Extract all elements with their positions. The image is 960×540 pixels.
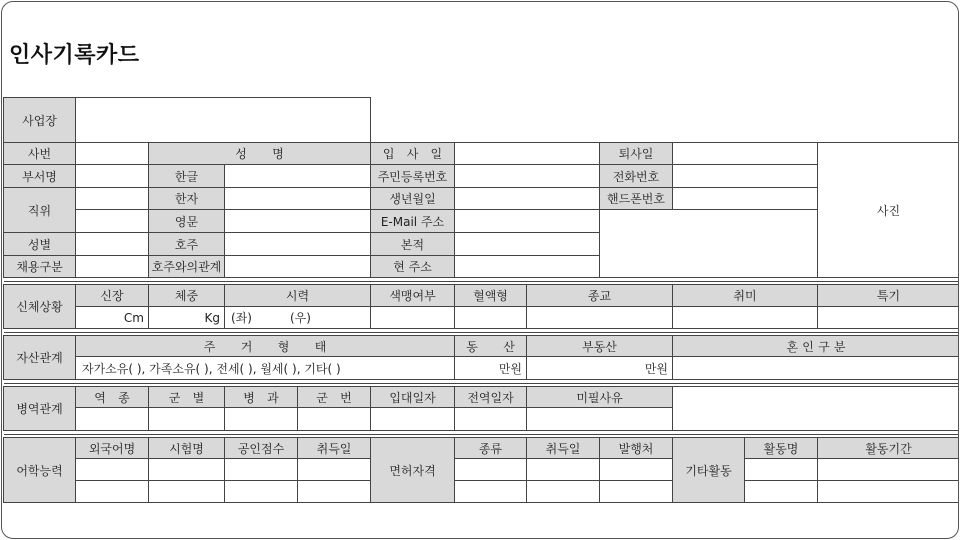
address-label: 현 주소 [370,255,455,278]
license-date-field[interactable] [526,458,600,481]
movable-header: 동 산 [454,335,527,357]
body-header-skill: 특기 [817,284,959,307]
body-header-height: 신장 [75,284,149,307]
license-label: 면허자격 [370,437,455,503]
military-discharge-field[interactable] [454,407,527,431]
hanja-name-label: 한자 [148,187,225,210]
language-score-field[interactable] [224,458,298,481]
military-header-type: 역 종 [75,386,149,408]
military-number-field[interactable] [297,407,371,431]
language-header-date: 취득일 [297,437,371,459]
license-header-issuer: 발행처 [599,437,673,459]
gender-label: 성별 [3,232,76,256]
position-field-2[interactable] [75,209,149,233]
body-header-religion: 종교 [526,284,673,307]
activity-period-field[interactable] [817,458,959,481]
hanja-name-field[interactable] [224,187,371,210]
birth-label: 생년월일 [370,187,455,210]
activity-name-field[interactable] [744,480,818,503]
military-enlist-field[interactable] [370,407,455,431]
language-label: 어학능력 [3,437,76,503]
height-field[interactable]: Cm [75,306,149,329]
dept-field[interactable] [75,164,149,188]
military-header-specialty: 병 과 [224,386,298,408]
body-header-blood: 혈액형 [454,284,527,307]
license-header-date: 취득일 [526,437,600,459]
language-date-field[interactable] [297,480,371,503]
assets-label: 자산관계 [3,335,76,380]
residence-options[interactable]: 자가소유( ), 가족소유( ), 전세( ), 월세( ), 기타( ) [75,356,455,380]
language-test-field[interactable] [148,480,225,503]
email-field[interactable] [454,209,600,233]
military-header-exemption: 미필사유 [526,386,673,408]
householder-field[interactable] [224,232,371,256]
religion-field[interactable] [526,306,673,329]
householder-label: 호주 [148,232,225,256]
resident-no-label: 주민등록번호 [370,164,455,188]
section-divider [4,383,959,384]
emp-no-label: 사번 [3,142,76,165]
military-type-field[interactable] [75,407,149,431]
birth-field[interactable] [454,187,600,210]
military-header-discharge: 전역일자 [454,386,527,408]
real-estate-field[interactable]: 만원 [526,356,673,380]
mobile-field[interactable] [672,187,818,210]
workplace-field[interactable] [75,97,371,143]
license-type-field[interactable] [454,480,527,503]
emp-no-field[interactable] [75,142,149,165]
vision-left: (좌) [231,311,252,325]
language-name-field[interactable] [75,458,149,481]
korean-name-label: 한글 [148,164,225,188]
activity-header-period: 활동기간 [817,437,959,459]
section-divider [4,434,959,435]
position-field-1[interactable] [75,187,149,210]
movable-field[interactable]: 만원 [454,356,527,380]
weight-field[interactable]: Kg [148,306,225,329]
page-title: 인사기록카드 [9,43,140,68]
body-header-weight: 체중 [148,284,225,307]
military-specialty-field[interactable] [224,407,298,431]
blank-area [599,209,818,278]
resign-date-label: 퇴사일 [599,142,673,165]
language-header-test: 시험명 [148,437,225,459]
residence-header: 주 거 형 태 [75,335,455,357]
military-header-number: 군 번 [297,386,371,408]
resign-date-field[interactable] [672,142,818,165]
skill-field[interactable] [817,306,959,329]
gender-field[interactable] [75,232,149,256]
marriage-field[interactable] [672,356,959,380]
photo-box[interactable]: 사진 [817,142,959,278]
join-date-field[interactable] [454,142,600,165]
military-blank [672,386,959,431]
body-label: 신체상황 [3,284,76,329]
military-header-branch: 군 별 [148,386,225,408]
real-estate-header: 부동산 [526,335,673,357]
phone-field[interactable] [672,164,818,188]
hire-type-label: 채용구분 [3,255,76,278]
body-header-hobby: 취미 [672,284,818,307]
language-date-field[interactable] [297,458,371,481]
relation-field[interactable] [224,255,371,278]
english-name-label: 영문 [148,209,225,233]
activity-header-name: 활동명 [744,437,818,459]
name-label: 성 명 [148,142,371,165]
origin-field[interactable] [454,232,600,256]
license-issuer-field[interactable] [599,458,673,481]
activity-name-field[interactable] [744,458,818,481]
license-header-type: 종류 [454,437,527,459]
blood-field[interactable] [454,306,527,329]
military-header-enlist: 입대일자 [370,386,455,408]
activity-label: 기타활동 [672,437,745,503]
mobile-label: 핸드폰번호 [599,187,673,210]
relation-label: 호주와의관계 [148,255,225,278]
military-exemption-field[interactable] [526,407,673,431]
language-name-field[interactable] [75,480,149,503]
resident-no-field[interactable] [454,164,600,188]
body-header-colorblind: 색맹여부 [370,284,455,307]
language-header-name: 외국어명 [75,437,149,459]
license-issuer-field[interactable] [599,480,673,503]
colorblind-field[interactable] [370,306,455,329]
korean-name-field[interactable] [224,164,371,188]
marriage-header: 혼인구분 [672,335,959,357]
origin-label: 본적 [370,232,455,256]
vision-right: (우) [289,311,311,325]
email-label: E-Mail 주소 [370,209,455,233]
language-header-score: 공인점수 [224,437,298,459]
hire-type-field[interactable] [75,255,149,278]
document-frame [1,1,959,539]
body-header-vision: 시력 [224,284,371,307]
workplace-label: 사업장 [3,97,76,143]
position-label: 직위 [3,187,76,233]
license-date-field[interactable] [526,480,600,503]
phone-label: 전화번호 [599,164,673,188]
license-type-field[interactable] [454,458,527,481]
military-branch-field[interactable] [148,407,225,431]
military-label: 병역관계 [3,386,76,431]
address-field[interactable] [454,255,600,278]
dept-label: 부서명 [3,164,76,188]
hobby-field[interactable] [672,306,818,329]
language-score-field[interactable] [224,480,298,503]
english-name-field[interactable] [224,209,371,233]
vision-field[interactable] [224,306,371,329]
section-divider [4,281,959,282]
language-test-field[interactable] [148,458,225,481]
join-date-label: 입 사 일 [370,142,455,165]
activity-period-field[interactable] [817,480,959,503]
section-divider [4,332,959,333]
